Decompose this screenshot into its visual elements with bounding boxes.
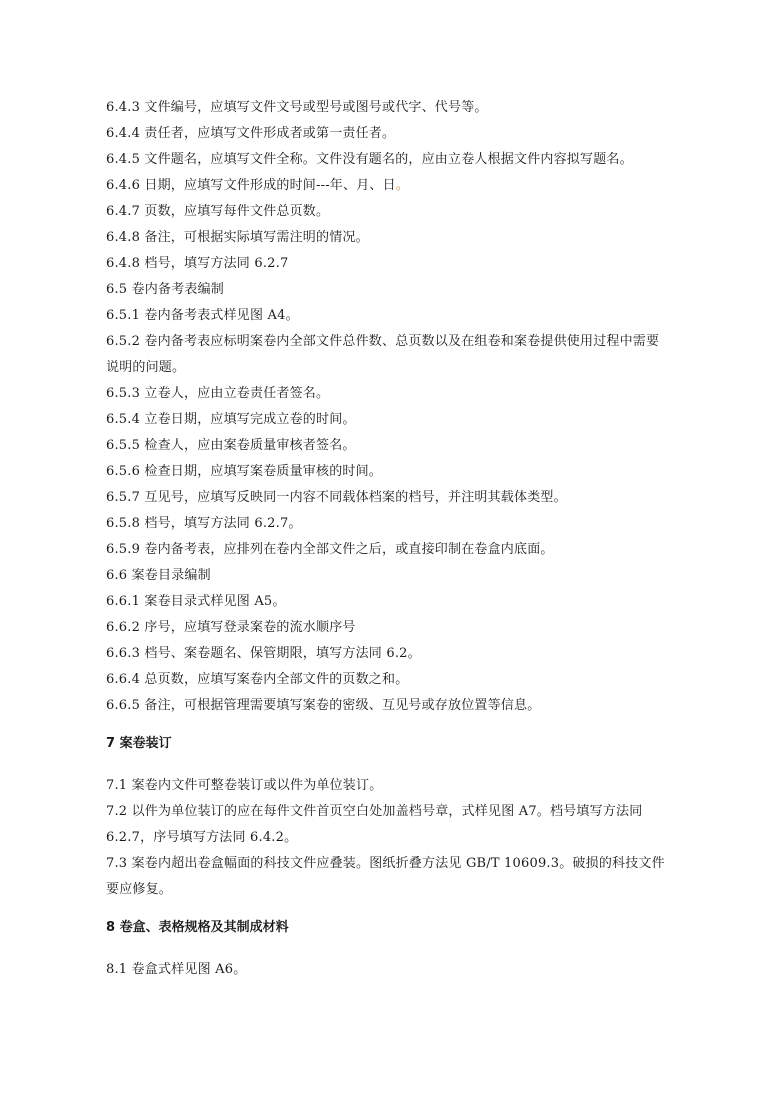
text-line: 6.6.4 总页数，应填写案卷内全部文件的页数之和。 bbox=[106, 672, 409, 687]
date-line-period: 。 bbox=[395, 178, 409, 193]
text-line: 6.5.7 互见号，应填写反映同一内容不同载体档案的档号，并注明其载体类型。 bbox=[106, 490, 567, 505]
text-line: 6.6.3 档号、案卷题名、保管期限，填写方法同 6.2。 bbox=[106, 646, 421, 661]
text-line: 6.6.5 备注，可根据管理需要填写案卷的密级、互见号或存放位置等信息。 bbox=[106, 698, 541, 713]
text-line: 6.5.9 卷内备考表，应排列在卷内全部文件之后，或直接印制在卷盒内底面。 bbox=[106, 542, 554, 557]
text-line: 6.5.5 检查人，应由案卷质量审核者签名。 bbox=[106, 438, 356, 453]
paragraph-7-3: 7.3 案卷内超出卷盒幅面的科技文件应叠装。图纸折叠方法见 GB/T 10609.3。破损的科技文件要应修复。 bbox=[106, 856, 665, 897]
paragraph-6-5-2: 6.5.2 卷内备考表应标明案卷内全部文件总件数、总页数以及在组卷和案卷提供使用过程中需要说明的问题。 bbox=[106, 334, 660, 375]
date-line-text: 6.4.6 日期，应填写文件形成的时间---年、月、日 bbox=[106, 178, 396, 193]
text-line-date bbox=[106, 173, 666, 199]
text-line: 6.5.8 档号，填写方法同 6.2.7。 bbox=[106, 516, 302, 531]
section-subheading: 6.6 案卷目录编制 bbox=[106, 568, 211, 583]
text-line: 6.5.3 立卷人，应由立卷责任者签名。 bbox=[106, 386, 330, 401]
paragraph-7-1: 7.1 案卷内文件可整卷装订或以件为单位装订。 bbox=[106, 778, 383, 793]
text-line: 6.4.3 文件编号，应填写文件文号或型号或图号或代字、代号等。 bbox=[106, 100, 488, 115]
text-line: 6.6.2 序号，应填写登录案卷的流水顺序号 bbox=[106, 620, 356, 635]
text-line: 6.4.8 备注，可根据实际填写需注明的情况。 bbox=[106, 230, 369, 245]
section-heading-8: 8 卷盒、表格规格及其制成材料 bbox=[106, 920, 289, 935]
paragraph-8-1: 8.1 卷盒式样见图 A6。 bbox=[106, 962, 247, 977]
paragraph-7-2: 7.2 以件为单位装订的应在每件文件首页空白处加盖档号章，式样见图 A7。档号填写方法同 6.2.7，序号填写方法同 6.4.2。 bbox=[106, 804, 643, 845]
section-heading-7: 7 案卷装订 bbox=[106, 736, 172, 751]
text-line: 6.4.5 文件题名，应填写文件全称。文件没有题名的，应由立卷人根据文件内容拟写题名。 bbox=[106, 152, 633, 167]
document-page bbox=[106, 95, 666, 983]
text-line: 6.5.1 卷内备考表式样见图 A4。 bbox=[106, 308, 299, 323]
section-subheading: 6.5 卷内备考表编制 bbox=[106, 282, 225, 297]
text-line: 6.4.4 责任者，应填写文件形成者或第一责任者。 bbox=[106, 126, 396, 141]
text-line: 6.5.6 检查日期，应填写案卷质量审核的时间。 bbox=[106, 464, 383, 479]
text-line: 6.5.4 立卷日期，应填写完成立卷的时间。 bbox=[106, 412, 356, 427]
text-line: 6.4.8 档号，填写方法同 6.2.7 bbox=[106, 256, 289, 271]
text-line: 6.6.1 案卷目录式样见图 A5。 bbox=[106, 594, 286, 609]
text-line: 6.4.7 页数，应填写每件文件总页数。 bbox=[106, 204, 330, 219]
